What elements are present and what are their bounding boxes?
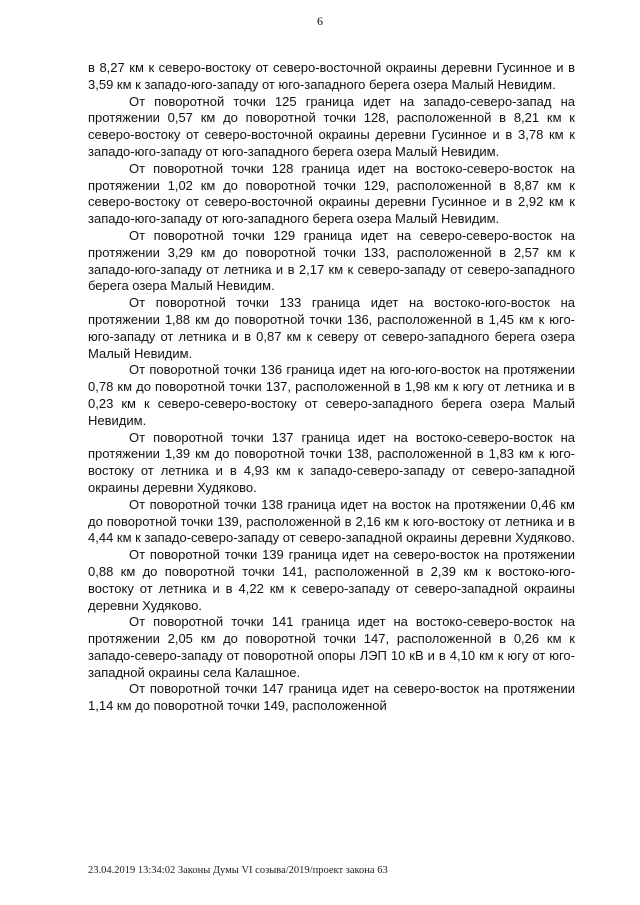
paragraph: От поворотной точки 133 граница идет на востоко-юго-восток на протяжении 1,88 км до поворотной точки 136, расположенной в 1,45 км к юго-юго-западу от летника и в 0,87 км к северу от северо-западного берега озера Малый Невидим. xyxy=(88,295,575,361)
paragraph: От поворотной точки 129 граница идет на северо-северо-восток на протяжении 3,29 км до поворотной точки 133, расположенной в 2,57 км к западо-юго-западу от летника и в 2,17 км к северо-западу от северо-западного берега озера Малый Невидим. xyxy=(88,227,575,294)
document-footer: 23.04.2019 13:34:02 Законы Думы VI созыва/2019/проект закона 63 xyxy=(88,865,388,876)
page-number: 6 xyxy=(317,14,323,28)
paragraph: От поворотной точки 141 граница идет на востоко-северо-восток на протяжении 2,05 км до поворотной точки 147, расположенной в 0,26 км к западо-северо-западу от поворотной опоры ЛЭП 10 кВ и в 4,10 км к югу от юго-западной окраины села Калашное. xyxy=(88,614,575,680)
document-body xyxy=(88,60,575,715)
paragraph: От поворотной точки 128 граница идет на востоко-северо-восток на протяжении 1,02 км до поворотной точки 129, расположенной в 8,87 км к северо-востоку от северо-восточной окраины деревни Гусинное и в 2,92 км к западо-юго-западу от юго-западного берега озера Малый Невидим. xyxy=(88,160,575,227)
paragraph: в 8,27 км к северо-востоку от северо-восточной окраины деревни Гусинное и в 3,59 км к западо-юго-западу от юго-западного берега озера Малый Невидим. xyxy=(88,60,575,92)
paragraph: От поворотной точки 139 граница идет на северо-восток на протяжении 0,88 км до поворотной точки 141, расположенной в 2,39 км к востоко-юго-востоку от летника и в 4,22 км к северо-западу от северо-западной окраины деревни Худяково. xyxy=(88,547,575,613)
paragraph: От поворотной точки 137 граница идет на востоко-северо-восток на протяжении 1,39 км до поворотной точки 138, расположенной в 1,83 км к юго-востоку от летника и в 4,93 км к западо-северо-западу от северо-западной окраины деревни Худяково. xyxy=(88,429,575,495)
paragraph: От поворотной точки 147 граница идет на северо-восток на протяжении 1,14 км до поворотной точки 149, расположенной xyxy=(88,681,575,714)
paragraph: От поворотной точки 125 граница идет на западо-северо-запад на протяжении 0,57 км до поворотной точки 128, расположенной в 8,21 км к северо-востоку от северо-восточной окраины деревни Гусинное и в 3,78 км к западо-юго-западу от юго-западного берега озера Малый Невидим. xyxy=(88,93,575,159)
paragraph: От поворотной точки 138 граница идет на восток на протяжении 0,46 км до поворотной точки 139, расположенной в 2,16 км к юго-востоку от летника и в 4,44 км к западо-северо-западу от северо-западной окраины деревни Худяково. xyxy=(88,496,575,546)
paragraph: От поворотной точки 136 граница идет на юго-юго-восток на протяжении 0,78 км до поворотной точки 137, расположенной в 1,98 км к югу от летника и в 0,23 км к северо-северо-востоку от северо-западного берега озера Малый Невидим. xyxy=(88,362,575,428)
